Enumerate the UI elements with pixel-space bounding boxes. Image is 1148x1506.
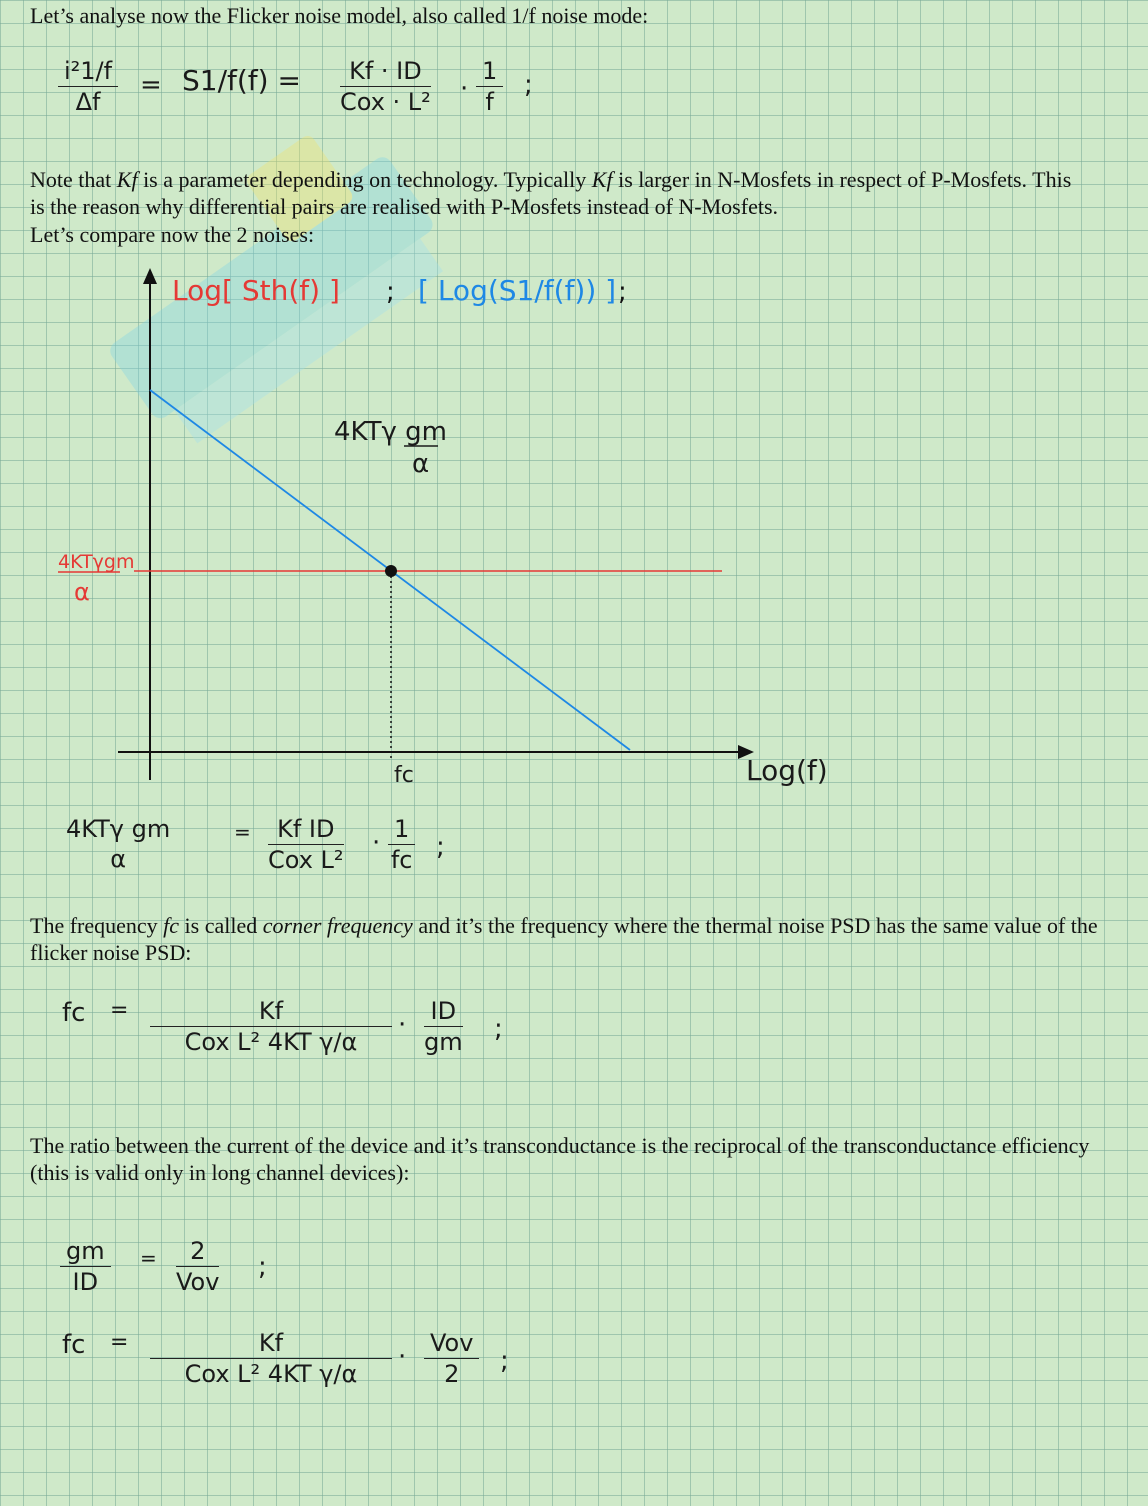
eq4-lhs-fraction: $\frac{gm}{ID}$: [60, 1236, 111, 1297]
graph-title-flicker: [ Log(S1/f(f)) ]: [418, 274, 617, 307]
red-level-num: 4KTγgm: [58, 551, 135, 573]
x-axis-label: Log(f): [746, 754, 828, 787]
eq5-end: ;: [500, 1346, 509, 1376]
eq1-lhs-fraction: $\frac{\text{i²1/f}}{\Delta f}$: [58, 56, 118, 117]
graph-title-thermal: Log[ Sth(f) ]: [172, 274, 340, 307]
graph-title-sep: ;: [386, 277, 395, 307]
graph-title-end: ;: [618, 277, 627, 307]
eq2-lhs-fraction: 4KTγ gm α: [66, 815, 171, 873]
eq1-kf-fraction: Kf · ID Cox · L²: [340, 57, 431, 116]
eq5-dot: ·: [398, 1342, 407, 1372]
eq4-end: ;: [258, 1252, 267, 1282]
corner-point: [385, 565, 397, 577]
eq2-kf-fraction: Kf ID Cox L²: [268, 815, 344, 874]
eq3-equals: =: [110, 998, 129, 1023]
eq1-inv-f-fraction: $\frac{1}{f}$: [476, 56, 503, 117]
eq4-equals: =: [140, 1246, 157, 1270]
ratio-text: The ratio between the current of the device and it’s transconductance is the reciprocal of the transconductance efficiency (this is valid only in long channel devices):: [30, 1133, 1090, 1185]
eq3-id-gm-fraction: $\frac{ID}{gm}$: [424, 997, 463, 1056]
corner-frequency-text: The frequency fc is called corner frequency and it’s the frequency where the thermal noise PSD has the same value of the flicker noise PSD:: [30, 913, 1098, 965]
note-text: Note that Kf is a parameter depending on technology. Typically Kf is larger in N-Mosfets in respect of P-Mosfets. This is the reason why differential pairs are realised with P-Mosfets instead of N-Mosfets.: [30, 167, 1072, 219]
eq1-equals: =: [140, 70, 162, 100]
red-level-den: α: [74, 578, 90, 606]
y-axis-arrow: [143, 268, 157, 284]
graph-thermal-num: 4KTγ gm: [334, 417, 447, 447]
compare-text: Let’s compare now the 2 noises:: [30, 222, 315, 247]
eq3-dot: ·: [398, 1010, 407, 1040]
eq2-dot: ·: [372, 828, 381, 858]
noise-comparison-graph: [0, 260, 1148, 820]
eq4-rhs-fraction: 2 Vov: [176, 1237, 220, 1296]
eq5-equals: =: [110, 1330, 129, 1355]
eq5-vov-fraction: Vov 2: [424, 1328, 479, 1389]
eq5-main-fraction: Kf Cox L² 4KT γ/α: [150, 1328, 392, 1389]
eq3-lhs: fc: [62, 998, 86, 1028]
eq2-inv-fc-fraction: $\frac{1}{fc}$: [388, 814, 415, 875]
eq2-end: ;: [436, 832, 445, 862]
intro-text: Let’s analyse now the Flicker noise model, also called 1/f noise mode:: [30, 3, 649, 28]
eq3-main-fraction: Kf Cox L² 4KT γ/α: [150, 996, 392, 1057]
eq1-dot: ·: [460, 74, 469, 104]
eq1-psd: S1/f(f) =: [182, 64, 301, 97]
eq1-end: ;: [524, 70, 533, 100]
eq5-lhs: fc: [62, 1330, 86, 1360]
eq3-end: ;: [494, 1014, 503, 1044]
eq2-equals: =: [234, 820, 251, 844]
graph-thermal-den: α: [412, 449, 430, 479]
fc-axis-label: fc: [394, 763, 414, 788]
